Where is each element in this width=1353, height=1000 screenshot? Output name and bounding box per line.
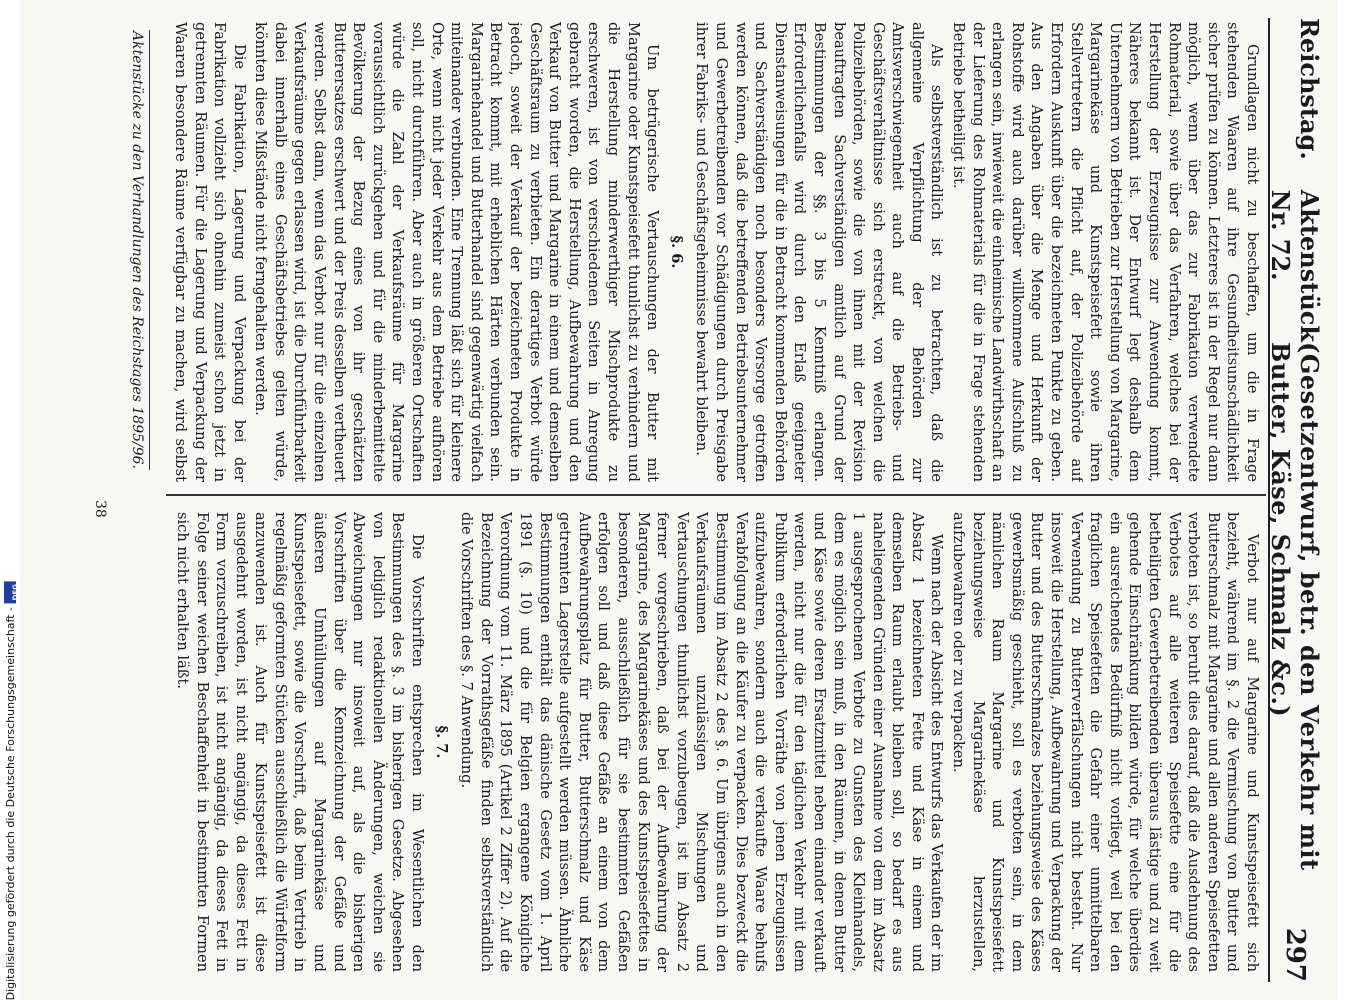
paragraph: Grundlagen nicht zu beschaffen, um die in Frage stehenden Waaren auf ihre Gesundheitsunschädlichkeit sicher prüfen zu können. Letzteres ist in der Regel nur dann möglich, wenn über das zur Fabrikation verwendete Rohmaterial, sowie über das Verfahren, welches bei der Herstellung der Erzeugnisse zur Anwendung kommt, Näheres bekannt ist. Der Entwurf legt deshalb dem Unternehmern von Betrieben zur Herstellung von Margarine, Margarinekäse und Kunstspeisefett sowie ihren Stellvertretern die Pflicht auf, der Polizeibehörde auf Erfordern Auskunft über die bezeichneten Punkte zu geben. Aus den Angaben über die Menge und Herkunft der Rohstoffe wird auch darüber willkommene Aufschluß zu erlangen sein, inwieweit die einheimische Landwirthschaft an der Lieferung des Rohmaterials für die in Frage stehenden Betriebe betheiligt ist. [950, 22, 1261, 482]
bottom-number: 38 [92, 500, 108, 518]
page-header [1266, 18, 1324, 982]
section-heading: §. 6. [667, 235, 685, 269]
digitization-text: Digitalisierung gefördert durch die Deutsche Forschungsgemeinschaft - [3, 606, 17, 1000]
scanned-page [20, 0, 1338, 1000]
paragraph: Die Vorschriften entsprechen im Wesentlichen den Bestimmungen des §. 3 im bisherigen Gesetze. Abgesehen von lediglich redaktionellen Änderungen, weichen sie Abweichungen nur insoweit auf, als die bisherigen Vorschriften über die Kennzeichnung der Gefäße und äußeren Umhüllungen auf Margarinekäse und Kunstspeisefett, sowie die Vorschrift, daß beim Vertrieb in regelmäßig geformten Stücken ausschließlich die Würfelform anzuwenden ist. Auch für Kunstspeisefett ist diese ausgedehnt worden, ist nicht angängig, da dieses Fett in Form vorzuschreiben, ist nicht angängig, da dieses Fett in Folge seiner weichen Beschaffenheit in bestimmten Formen sich nicht erhalten läßt. [173, 512, 427, 972]
digitization-note [0, 0, 20, 1000]
right-column [170, 512, 1262, 972]
header-title: (Gesetzentwurf, betr. den Verkehr mit Butter, Käse, Schmalz &c.) [1266, 342, 1324, 871]
header-section: Reichstag. [1295, 18, 1324, 160]
column-divider [166, 494, 1266, 496]
paragraph: Wenn nach der Absicht des Entwurfs das Verkaufen der im Absatz 1 bezeichneten Fette und Käse in einem und demselben Raum erlaubt bleiben soll, so bedarf es aus naheliegenden Gründen einer Ausnahme von dem im Absatz 1 ausgesprochenen Verbote zu Gunsten des Kleinhandels, dem es möglich sein muß, in den Räumen, in denen Butter und Käse sowie deren Ersatzmittel neben einander verkauft werden, nicht nur die für den täglichen Verkehr mit dem Publikum erforderlichen Vorräthe von jenen Erzeugnissen aufzubewahren, sondern auch die verkaufte Waare behufs Verabfolgung an die Käufer zu verpacken. Dies bezweckt die Bestimmung im Absatz 2 des §. 6. Um übrigens auch in den Verkaufsräumen unzulässigen Mischungen und Vertauschungen thunlichst vorzubeugen, ist im Absatz 2 ferner vorgeschrieben, daß bei der Aufbewahrung der Margarine, des Margarinekäses und des Kunstspeisefettes in besonderen, ausschließlich für sie bestimmten Gefäßen erfolgen soll und daß diese Gefäße an einem von dem Aufbewahrungsplatz für Butter, Butterschmalz und Käse getrennten Lagerstelle aufgestellt werden müssen. Ähnliche Bestimmungen enthält das dänische Gesetz vom 1. April 1891 (§. 10) und die für Belgien ergangene Königliche Verordnung vom 11. März 1895 (Artikel 2 Ziffer 2). Auf die Bezeichnung der Vorrathsgefäße finden selbstverständlich die Vorschriften des §. 7 Anwendung. [458, 512, 946, 972]
left-column [170, 22, 1262, 482]
paragraph: Die Fabrikation, Lagerung und Verpackung bei der Fabrikation vollzieht sich ohnehin zumeist schon jetzt in getrennten Räumen. Für die Lagerung und Verpackung der Waaren besondere Räume verfügbar zu machen, wird selbst [171, 22, 248, 482]
section-heading: §. 7. [432, 725, 450, 759]
paragraph: Verbot nur auf Margarine und Kunstspeisefett sich bezieht, während im §. 2 die Vermischung von Butter und Butterschmalz mit Margarine und allen anderen Speisefetten verboten ist, so beruht dies darauf, daß die Ausdehnung des Verbotes auf alle weiteren Speisefette eine für die betheiligten Gewerbetreibenden überaus lästige und zu weit gehende Einschränkung bilden würde, für welche überdies ein ausreichendes Bedürfniß nicht vorliegt, weil bei den fraglichen Speisefetten die Gefahr einer unmittelbaren Verwendung zu Butterverfälschungen nicht besteht. Nur insoweit die Herstellung, Aufbewahrung und Verpackung der Butter und des Butterschmalzes beziehungsweise des Käses gewerbsmäßig geschieht, soll es verboten sein, in dem nämlichen Raum Margarine und Kunstspeisefett beziehungsweise Margarinekäse herzustellen, aufzubewahren oder zu verpacken. [950, 512, 1261, 972]
dfg-logo: DFG [4, 581, 16, 603]
paragraph: Um betrügerische Vertauschungen der Butter mit Margarine oder Kunstspeisefett thunlichst zu verhindern und die Herstellung minderwerthiger Mischprodukte zu erschweren, ist von verschiedenen Seiten in Anregung gebracht worden, die Herstellung, Aufbewahrung und den Verkauf von Butter und Margarine in einem und demselben Geschäftsraum zu verbieten. Ein derartiges Verbot würde jedoch, soweit der Verkauf der bezeichneten Produkte in Betracht kommt, mit erheblichen Härten verbunden sein. Margarinehandel und Butterhandel sind gegenwärtig vielfach miteinander verbunden. Eine Trennung läßt sich für kleinere Orte, wenn nicht jeder Verkehr aus dem Betriebe aufhören soll, nicht durchführen. Aber auch in größeren Ortschaften würde die Zahl der Verkaufsräume für Margarine voraussichtlich zurückgehen und für die minderbemittelte Bevölkerung der Bezug eines von ihr geschätzten Butterersatzes erschwert und der Preis desselben vertheuert werden. Selbst dann, wenn das Verbot nur für die einzelnen Verkaufsräume gegen erlassen wird, ist die Durchführbarkeit dabei innerhalb eines Geschäftsbetriebes gelten würde, könnten diese Mißstände nicht ferngehalten werden. [252, 22, 662, 482]
footnote: Aktenstücke zu den Verhandlungen des Reichstages 1895/96. [129, 30, 150, 470]
rotated-page-content [20, 0, 1338, 1000]
header-doc: Aktenstück Nr. 72. [1266, 189, 1324, 343]
page-number: 297 [1280, 927, 1310, 982]
paragraph: Als selbstverständlich ist zu betrachten, daß die allgemeine Verpflichtung der Behörden zur Amtsverschwiegenheit auch auf die Betriebs- und Geschäftsverhältnisse sich erstreckt, von welchen die Polizeibehörden, sowie die von ihnen mit der Revision beauftragten Sachverständigen amtlich auf Grund der Bestimmungen der §§. 3 bis 5 Kenntniß erlangen. Erforderlichenfalls wird durch den Erlaß geeigneter Dienstanweisungen für die in Betracht kommenden Behörden und Sachverständigen noch besonders Vorsorge getroffen werden können, daß die betreffenden Betriebsunternehmer und Gewerbetreibenden vor Schädigungen durch Preisgabe ihrer Fabriks- und Geschäftsgeheimnisse bewahrt bleiben. [693, 22, 946, 482]
